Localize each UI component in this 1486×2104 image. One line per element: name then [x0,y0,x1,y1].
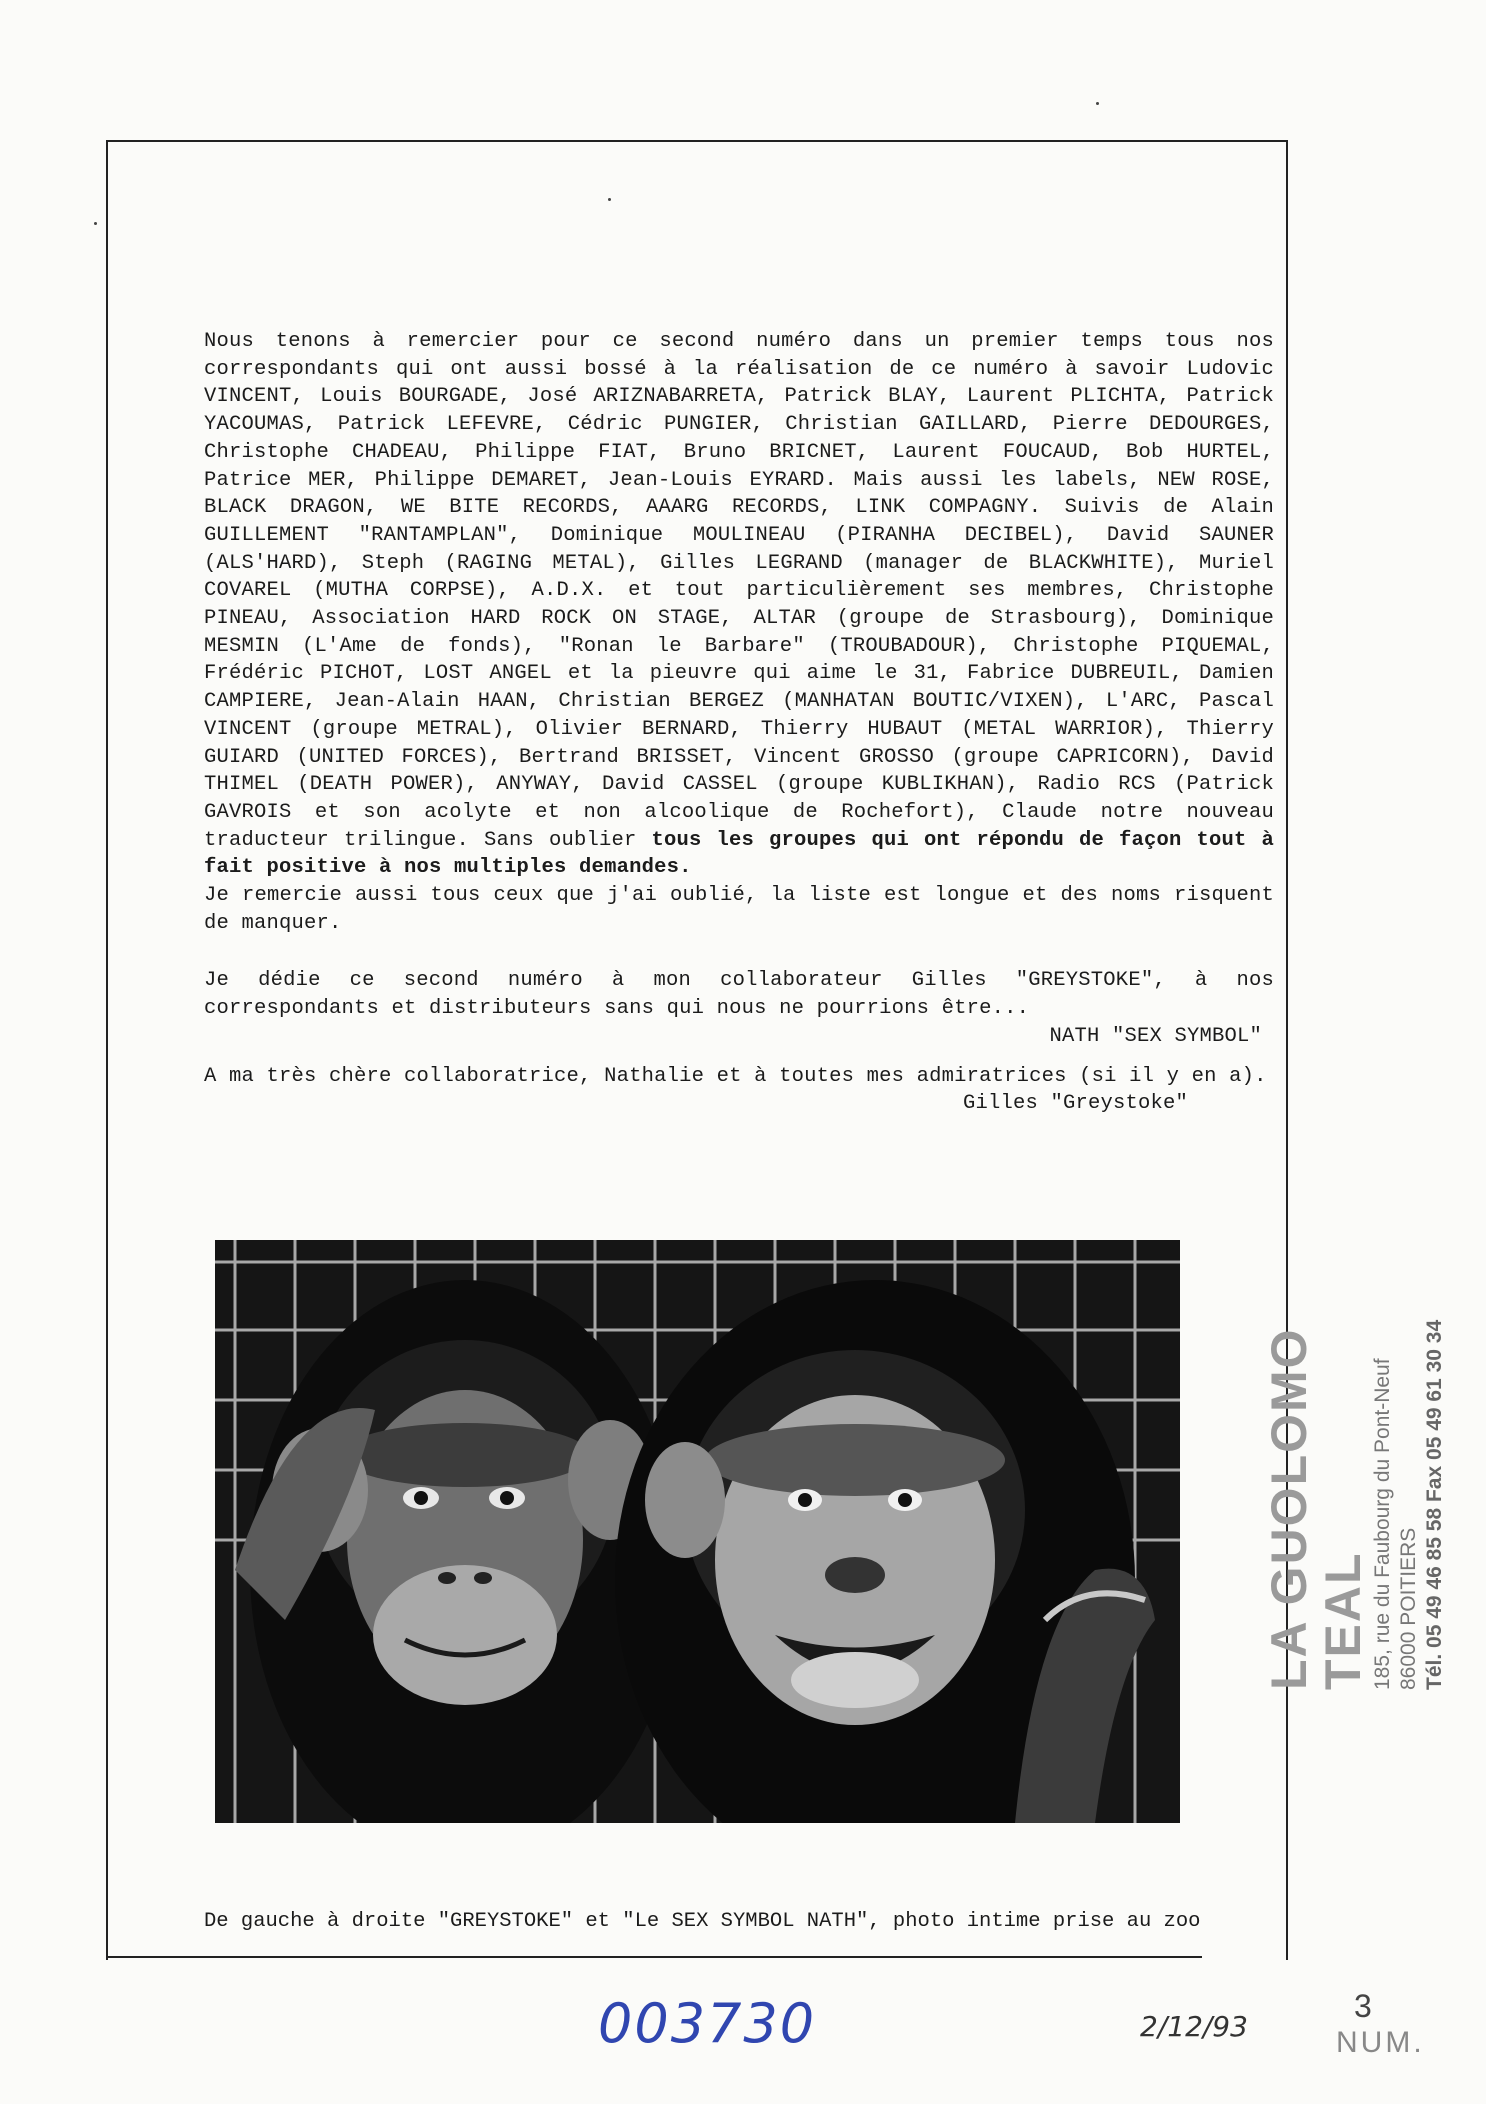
publisher-stamp [1230,1220,1480,1690]
bottom-rule [106,1956,1202,1958]
apology-paragraph: Je remercie aussi tous ceux que j'ai oublié, la liste est longue et des noms risquent de manquer. [204,884,1274,935]
handwritten-serial: 003730 [598,1992,817,2055]
chimpanzees-illustration [215,1240,1180,1823]
speck [1096,102,1099,105]
dedication-paragraph: Je dédie ce second numéro à mon collaborateur Gilles "GREYSTOKE", à nos correspondants et distributeurs sans qui nous ne pourrions être... [204,969,1274,1021]
dedication-paragraph-2: A ma très chère collaboratrice, Nathalie et à toutes mes admiratrices (si il y en a). [204,1064,1267,1088]
speck [94,222,97,225]
handwritten-date: 2/12/93 [1140,2010,1248,2043]
stamp-phone: Tél. 05 49 46 85 58 Fax 05 49 61 30 34 [1423,1319,1446,1690]
stamp-address-line2: 86000 POITIERS [1397,1527,1420,1690]
signature-gilles: Gilles "Greystoke" [962,1092,1188,1116]
stamp-logo: LA GUOLOMO TEAL [1261,1327,1371,1690]
num-mark: NUM. [1336,2026,1425,2059]
thanks-bold-text: tous les groupes qui ont répondu de façon tout à fait positive à nos multiples demandes. [204,828,1274,880]
stamp-address-line1: 185, rue du Faubourg du Pont-Neuf [1371,1358,1394,1690]
page-number: 3 [1354,1988,1372,2024]
thanks-paragraph [204,328,1274,882]
thanks-text: Nous tenons à remercier pour ce second numéro dans un premier temps tous nos correspondants qui ont aussi bossé à la réalisation de ce numéro à savoir Ludovic VINCENT, Louis BOURGADE, José ARIZNABARRETA, Patrick BLAY, Laurent PLICHTA, Patrick YACOUMAS, Patrick LEFEVRE, Cédric PUNGIER, Christian GAILLARD, Pierre DEDOURGES, Christophe CHADEAU, Philippe FIAT, Bruno BRICNET, Laurent FOUCAUD, Bob HURTEL, Patrice MER, Philippe DEMARET, Jean-Louis EYRARD. Mais aussi les labels, NEW ROSE, BLACK DRAGON, WE BITE RECORDS, AAARG RECORDS, LINK COMPAGNY. Suivis de Alain GUILLEMENT "RANTAMPLAN", Dominique MOULINEAU (PIRANHA DECIBEL), David SAUNER (ALS'HARD), Steph (RAGING METAL), Gilles LEGRAND (manager de BLACKWHITE), Muriel COVAREL (MUTHA CORPSE), A.D.X. et tout particulièrement ses membres, Christophe PINEAU, Association HARD ROCK ON STAGE, ALTAR (groupe de Strasbourg), Dominique MESMIN (L'Ame de fonds), "Ronan le Barbare" (TROUBADOUR), Christophe PIQUEMAL, Frédéric PICHOT, LOST ANGEL et la pieuvre qui aime le 31, Fabrice DUBREUIL, Damien CAMPIERE, Jean-Alain HAAN, Christian BERGEZ (MANHATAN BOUTIC/VIXEN), L'ARC, Pascal VINCENT (groupe METRAL), Olivier BERNARD, Thierry HUBAUT (METAL WARRIOR), Thierry GUIARD (UNITED FORCES), Bertrand BRISSET, Vincent GROSSO (groupe CAPRICORN), David THIMEL (DEATH POWER), ANYWAY, David CASSEL (groupe KUBLIKHAN), Radio RCS (Patrick GAVROIS et son acolyte et non alcoolique de Rochefort), Claude notre nouveau traducteur trilingue. Sans oublier [204,330,1274,852]
editorial-text [204,328,1274,1118]
chimpanzees-photo [215,1240,1180,1823]
signature-nath: NATH "SEX SYMBOL" [1049,1024,1262,1048]
photo-caption: De gauche à droite "GREYSTOKE" et "Le SEX SYMBOL NATH", photo intime prise au zoo [204,1910,1201,1933]
